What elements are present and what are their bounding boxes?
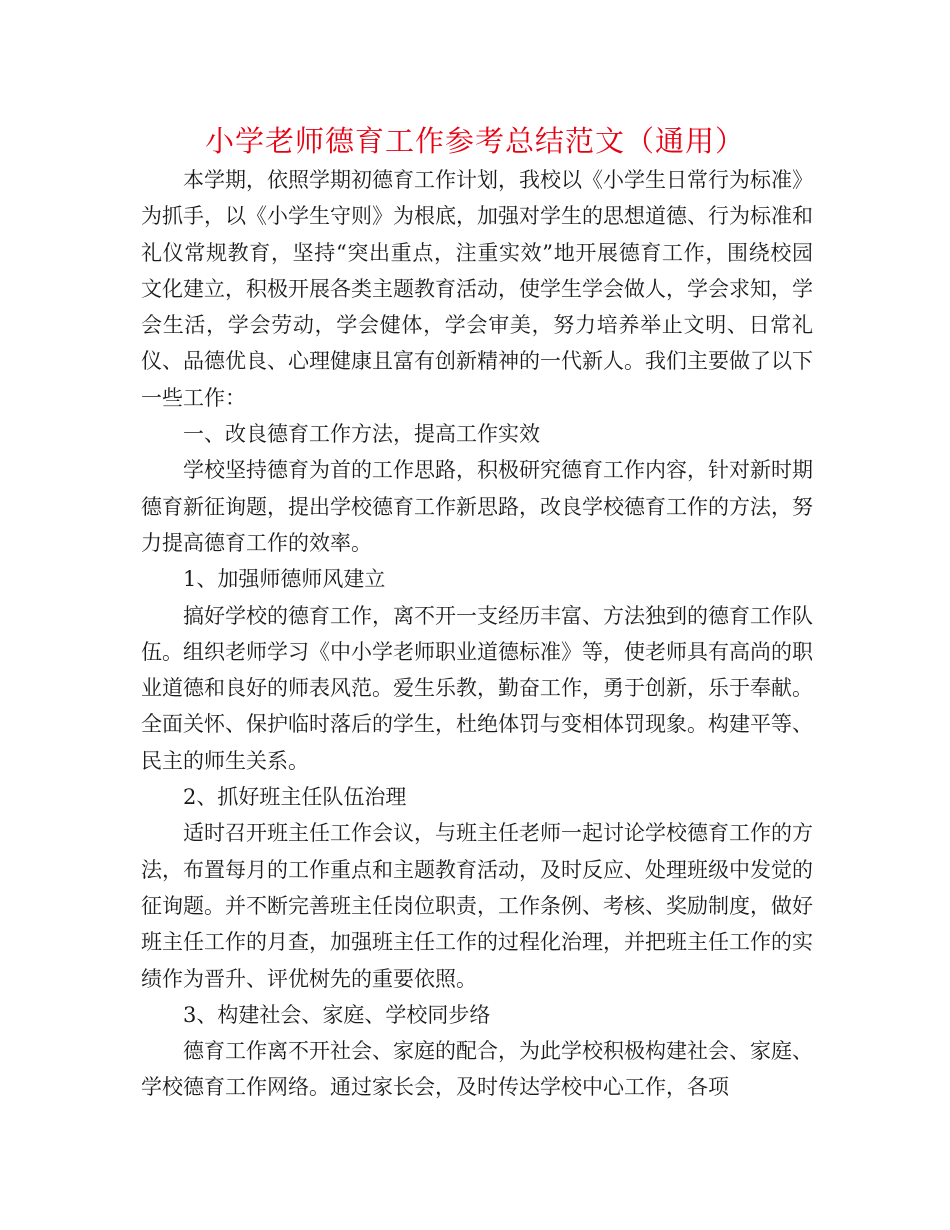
document-title: 小学老师德育工作参考总结范文（通用）: [204, 124, 745, 158]
section-1-paragraph: 学校坚持德育为首的工作思路，积极研究德育工作内容，针对新时期德育新征询题，提出学校德育工作新思路，改良学校德育工作的方法，努力提高德育工作的效率。: [141, 458, 813, 555]
subsection-heading-2: 2、抓好班主任队伍治理: [183, 785, 407, 810]
document-body: [141, 162, 813, 1106]
section-heading-1: 一、改良德育工作方法，提高工作实效: [183, 422, 540, 447]
subsection-heading-3: 3、构建社会、家庭、学校同步络: [183, 1002, 491, 1027]
subsection-1-paragraph: 搞好学校的德育工作，离不开一支经历丰富、方法独到的德育工作队伍。组织老师学习《中小学老师职业道德标准》等，使老师具有高尚的职业道德和良好的师表风范。爱生乐教，勤奋工作，勇于创新，乐于奉献。全面关怀、保护临时落后的学生，杜绝体罚与变相体罚现象。构建平等、民主的师生关系。: [141, 603, 813, 773]
subsection-3-paragraph: 德育工作离不开社会、家庭的配合，为此学校积极构建社会、家庭、学校德育工作网络。通过家长会，及时传达学校中心工作，各项: [141, 1039, 813, 1100]
subsection-2-paragraph: 适时召开班主任工作会议，与班主任老师一起讨论学校德育工作的方法，布置每月的工作重点和主题教育活动，及时反应、处理班级中发觉的征询题。并不断完善班主任岗位职责，工作条例、考核、奖励制度，做好班主任工作的月查，加强班主任工作的过程化治理，并把班主任工作的实绩作为晋升、评优树先的重要依照。: [141, 821, 813, 991]
intro-paragraph: 本学期，依照学期初德育工作计划，我校以《小学生日常行为标准》为抓手，以《小学生守则》为根底，加强对学生的思想道德、行为标准和礼仪常规教育，坚持“突出重点，注重实效”地开展德育工作，围绕校园文化建立，积极开展各类主题教育活动，使学生学会做人，学会求知，学会生活，学会劳动，学会健体，学会审美，努力培养举止文明、日常礼仪、品德优良、心理健康且富有创新精神的一代新人。我们主要做了以下一些工作：: [141, 168, 813, 410]
subsection-heading-1: 1、加强师德师风建立: [183, 567, 386, 592]
